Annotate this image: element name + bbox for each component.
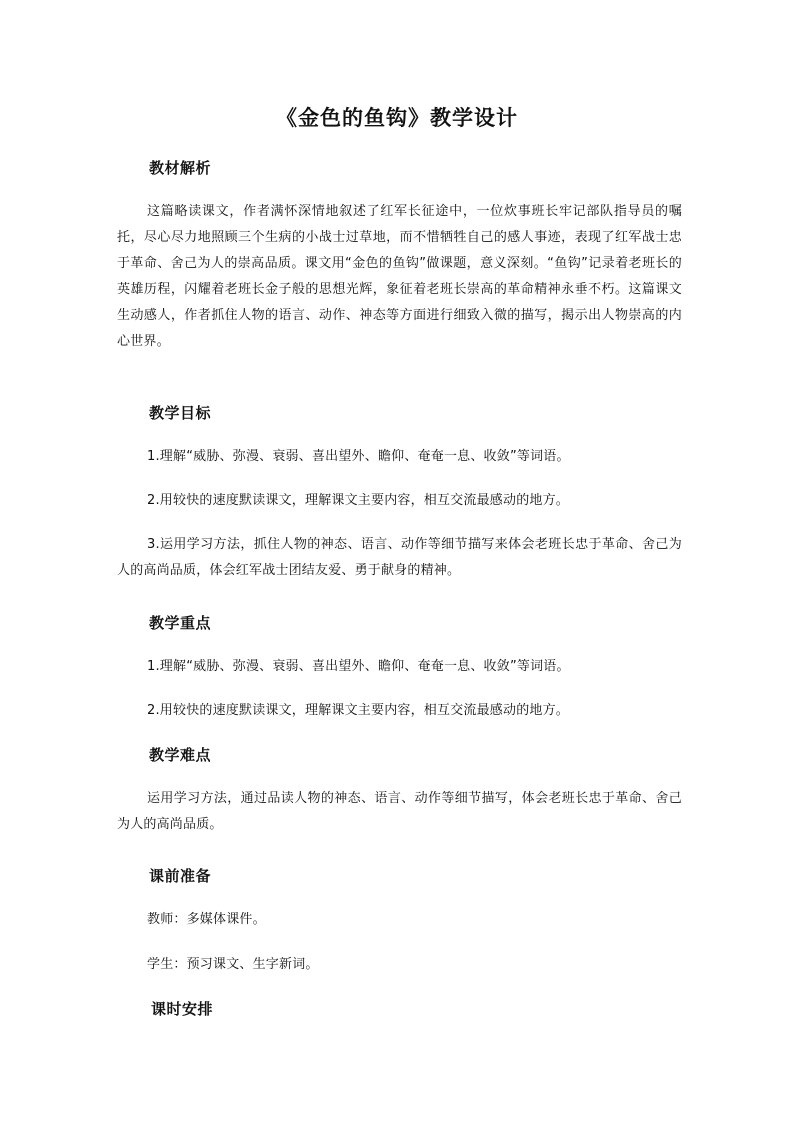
key-point-item-1: 1.理解“威胁、弥漫、衰弱、喜出望外、瞻仰、奄奄一息、收敛”等词语。 — [147, 659, 570, 674]
heading-key-points: 教学重点 — [149, 614, 212, 632]
heading-difficulties: 教学难点 — [149, 746, 212, 764]
preparation-teacher: 教师：多媒体课件。 — [147, 912, 266, 927]
heading-analysis: 教材解析 — [149, 159, 212, 177]
heading-goals: 教学目标 — [149, 404, 212, 422]
goal-item-2: 2.用较快的速度默读课文，理解课文主要内容，相互交流最感动的地方。 — [147, 493, 570, 508]
difficulties-paragraph: 运用学习方法，通过品读人物的神态、语言、动作等细节描写，体会老班长忠于革命、舍己为人的高尚品质。 — [117, 791, 682, 832]
document-title: 《金色的鱼钩》教学设计 — [276, 105, 518, 130]
heading-preparation: 课前准备 — [149, 867, 212, 885]
key-point-item-2: 2.用较快的速度默读课文，理解课文主要内容，相互交流最感动的地方。 — [147, 703, 570, 718]
preparation-student: 学生：预习课文、生字新词。 — [147, 957, 319, 972]
goal-item-1: 1.理解“威胁、弥漫、衰弱、喜出望外、瞻仰、奄奄一息、收敛”等词语。 — [147, 449, 570, 464]
analysis-paragraph: 这篇略读课文，作者满怀深情地叙述了红军长征途中，一位炊事班长牢记部队指导员的嘱托，尽心尽力地照顾三个生病的小战士过草地，而不惜牺牲自己的感人事迹，表现了红军战士忠于革命、舍己为人的崇高品质。课文用“金色的鱼钩”做课题，意义深刻。“鱼钩”记录着老班长的英雄历程，闪耀着老班长金子般的思想光辉，象征着老班长崇高的革命精神永垂不朽。这篇课文生动感人，作者抓住人物的语言、动作、神态等方面进行细致入微的描写，揭示出人物崇高的内心世界。 — [117, 204, 682, 349]
goal-item-3: 3.运用学习方法，抓住人物的神态、语言、动作等细节描写来体会老班长忠于革命、舍己为人的高尚品质，体会红军战士团结友爱、勇于献身的精神。 — [117, 537, 682, 578]
heading-schedule: 课时安排 — [151, 1000, 214, 1018]
